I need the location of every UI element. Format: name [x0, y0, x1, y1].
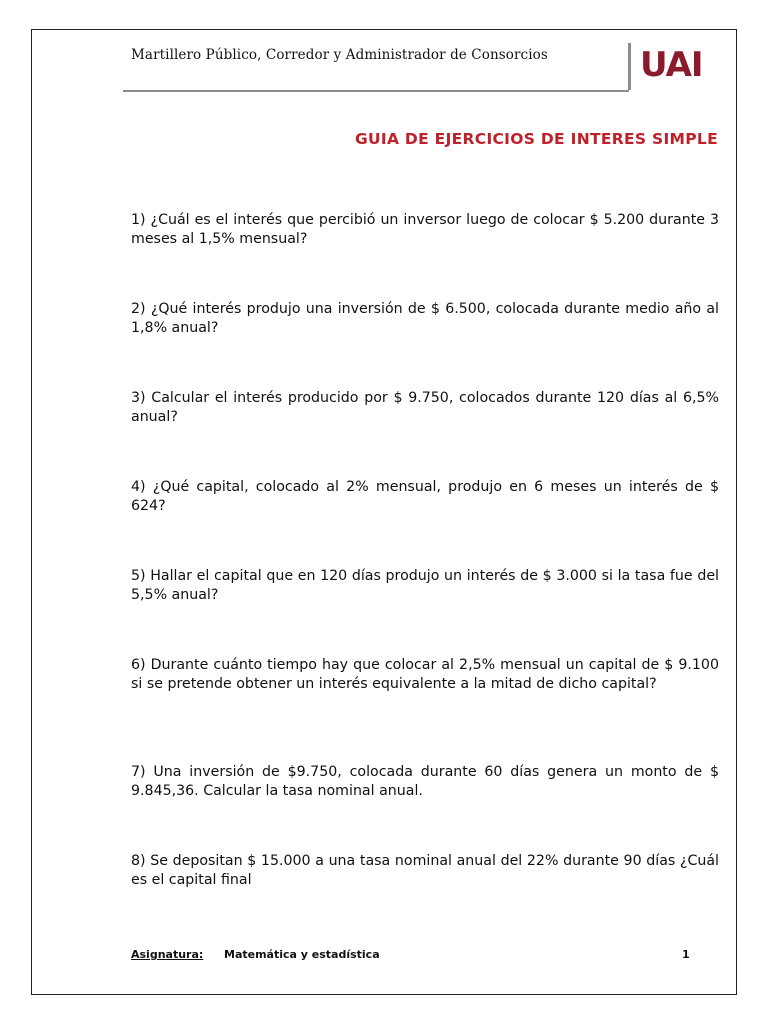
exercise-7: 7) Una inversión de $9.750, colocada durante 60 días genera un monto de $ 9.845,36. Calcular la tasa nominal anual. [131, 764, 719, 799]
logo-divider [628, 43, 631, 90]
uai-logo: UAI [640, 45, 703, 85]
exercise-3: 3) Calcular el interés producido por $ 9.750, colocados durante 120 días al 6,5% anual? [131, 390, 719, 425]
header-text: Martillero Público, Corredor y Administrador de Consorcios [131, 47, 548, 63]
footer-subject: Matemática y estadística [224, 948, 380, 961]
exercise-8: 8) Se depositan $ 15.000 a una tasa nominal anual del 22% durante 90 días ¿Cuál es el capital final [131, 853, 719, 888]
footer-label: Asignatura: [131, 948, 204, 961]
header-rule [123, 90, 629, 92]
exercise-2: 2) ¿Qué interés produjo una inversión de $ 6.500, colocada durante medio año al 1,8% anual? [131, 301, 719, 336]
page-number: 1 [682, 948, 690, 961]
page-title: GUIA DE EJERCICIOS DE INTERES SIMPLE [354, 130, 718, 148]
exercise-5: 5) Hallar el capital que en 120 días produjo un interés de $ 3.000 si la tasa fue del 5,5% anual? [131, 568, 719, 603]
exercise-6: 6) Durante cuánto tiempo hay que colocar al 2,5% mensual un capital de $ 9.100 si se pretende obtener un interés equivalente a la mitad de dicho capital? [131, 657, 719, 692]
exercise-4: 4) ¿Qué capital, colocado al 2% mensual, produjo en 6 meses un interés de $ 624? [131, 479, 719, 514]
exercise-1: 1) ¿Cuál es el interés que percibió un inversor luego de colocar $ 5.200 durante 3 meses al 1,5% mensual? [131, 212, 719, 247]
